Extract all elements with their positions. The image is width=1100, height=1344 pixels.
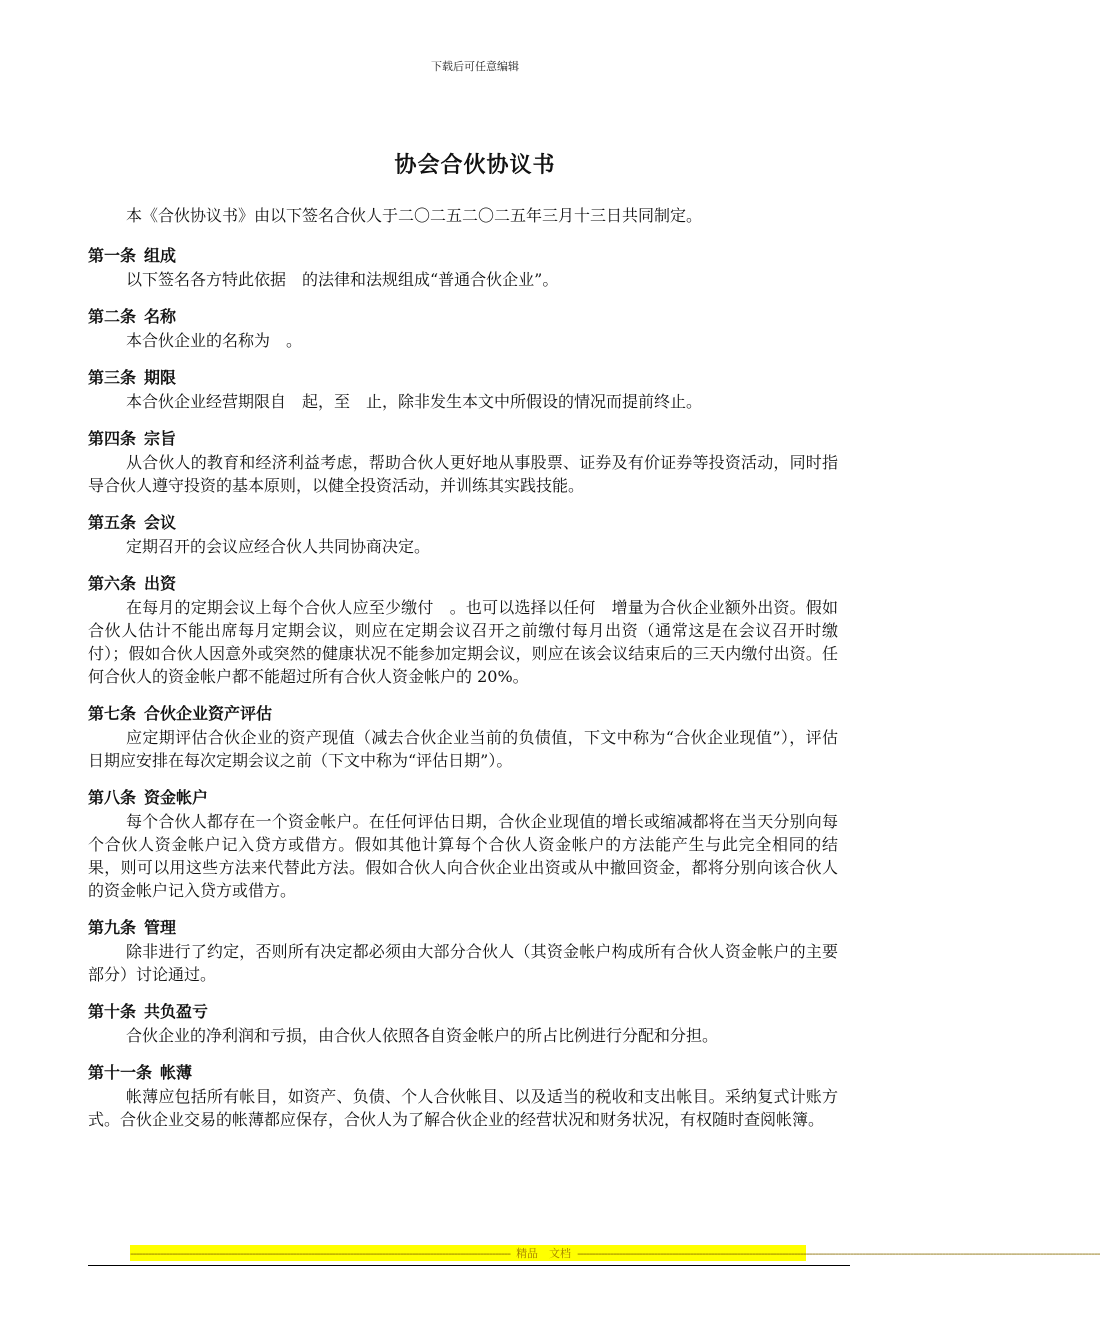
article: [88, 511, 838, 558]
article-body: 合伙企业的净利润和亏损，由合伙人依照各自资金帐户的所占比例进行分配和分担。: [126, 1026, 719, 1045]
intro-paragraph: 本《合伙协议书》由以下签名合伙人于二〇二五二〇二五年三月十三日共同制定。: [126, 206, 703, 225]
document-body: [88, 204, 838, 1145]
article-heading: [88, 427, 838, 451]
article-heading: [88, 511, 838, 535]
article-number: 第九条: [88, 918, 137, 937]
footer-highlight-bar: [130, 1245, 1100, 1261]
article-number: 第一条: [88, 246, 137, 265]
article-name: 名称: [144, 307, 177, 326]
article-number: 第六条: [88, 574, 137, 593]
article: [88, 1000, 838, 1047]
article-body: 本合伙企业的名称为 。: [126, 331, 303, 350]
document-title: 协会合伙协议书: [394, 153, 556, 178]
article-name: 共负盈亏: [144, 1002, 209, 1021]
article-number: 第十条: [88, 1002, 137, 1021]
article-name: 期限: [144, 368, 177, 387]
article-heading: [88, 916, 838, 940]
article: [88, 916, 838, 986]
footer-dashes-left: --------------------------------------------------------------------------------------------------------------------------------: [130, 1246, 511, 1260]
article-name: 帐薄: [160, 1063, 193, 1082]
footer-rule: [88, 1265, 850, 1266]
article-heading: [88, 572, 838, 596]
article: [88, 305, 838, 352]
article: [88, 1061, 838, 1131]
article-body: 除非进行了约定，否则所有决定都必须由大部分合伙人（其资金帐户构成所有合伙人资金帐户的主要部分）讨论通过。: [88, 942, 838, 984]
article-number: 第四条: [88, 429, 137, 448]
article-number: 第十一条: [88, 1063, 153, 1082]
article-body: 以下签名各方特此依据 的法律和法规组成“普通合伙企业”。: [126, 270, 559, 289]
article-heading: [88, 1000, 838, 1024]
article-body: 定期召开的会议应经合伙人共同协商决定。: [126, 537, 431, 556]
header-note: 下载后可任意编辑: [431, 60, 519, 73]
article-name: 管理: [144, 918, 177, 937]
article-name: 合伙企业资产评估: [144, 704, 273, 723]
article: [88, 702, 838, 772]
article-name: 资金帐户: [144, 788, 209, 807]
article-heading: [88, 1061, 838, 1085]
article-body: 从合伙人的教育和经济利益考虑，帮助合伙人更好地从事股票、证券及有价证券等投资活动，同时指导合伙人遵守投资的基本原则，以健全投资活动，并训练其实践技能。: [88, 453, 838, 495]
article-heading: [88, 702, 838, 726]
article: [88, 366, 838, 413]
article-heading: [88, 786, 838, 810]
article: [88, 786, 838, 902]
article-number: 第八条: [88, 788, 137, 807]
article: [88, 427, 838, 497]
article-number: 第二条: [88, 307, 137, 326]
article-body: 帐薄应包括所有帐目，如资产、负债、个人合伙帐目、以及适当的税收和支出帐目。采纳复式计账方式。合伙企业交易的帐薄都应保存，合伙人为了解合伙企业的经营状况和财务状况，有权随时查阅帐簿。: [88, 1087, 838, 1129]
article-body: 本合伙企业经营期限自 起，至 止，除非发生本文中所假设的情况而提前终止。: [126, 392, 703, 411]
article-body: 每个合伙人都存在一个资金帐户。在任何评估日期，合伙企业现值的增长或缩减都将在当天分别向每个合伙人资金帐户记入贷方或借方。假如其他计算每个合伙人资金帐户的方法能产生与此完全相同的结果，则可以用这些方法来代替此方法。假如合伙人向合伙企业出资或从中撤回资金，都将分别向该合伙人的资金帐户记入贷方或借方。: [88, 812, 838, 900]
article-number: 第五条: [88, 513, 137, 532]
article-body: 在每月的定期会议上每个合伙人应至少缴付 。也可以选择以任何 增量为合伙企业额外出资。假如合伙人估计不能出席每月定期会议，则应在定期会议召开之前缴付每月出资（通常这是在会议召开时缴付）；假如合伙人因意外或突然的健康状况不能参加定期会议，则应在该会议结束后的三天内缴付出资。任何合伙人的资金帐户都不能超过所有合伙人资金帐户的 20%。: [88, 598, 838, 686]
article-heading: [88, 305, 838, 329]
article-name: 会议: [144, 513, 177, 532]
article-heading: [88, 366, 838, 390]
article-heading: [88, 244, 838, 268]
article-name: 组成: [144, 246, 177, 265]
article-number: 第三条: [88, 368, 137, 387]
article-name: 宗旨: [144, 429, 177, 448]
article: [88, 244, 838, 291]
article: [88, 572, 838, 688]
footer-label: 精品 文档: [516, 1247, 572, 1260]
footer-dashes-right: --------------------------------------------------------------------------------------------------------------------------------------------------------------------------------: [577, 1246, 1100, 1260]
article-number: 第七条: [88, 704, 137, 723]
article-body: 应定期评估合伙企业的资产现值（减去合伙企业当前的负债值，下文中称为“合伙企业现值”），评估日期应安排在每次定期会议之前（下文中称为“评估日期”）。: [88, 728, 838, 770]
article-name: 出资: [144, 574, 177, 593]
